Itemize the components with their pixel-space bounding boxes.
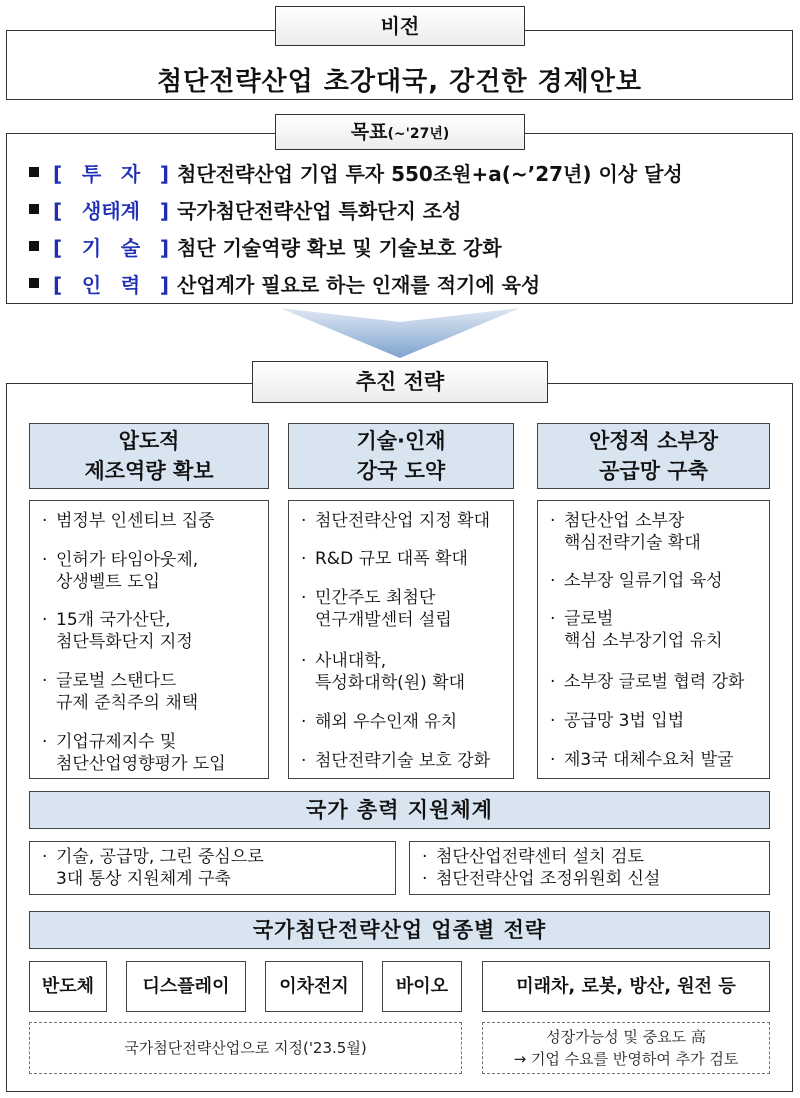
goal-text: 첨단 기술역량 확보 및 기술보호 강화 <box>177 235 502 260</box>
pillar-title-line: 강국 도약 <box>356 459 446 483</box>
bullet-icon: · <box>550 711 556 731</box>
bullet-icon: · <box>550 571 556 591</box>
industry-strategy-header: 국가첨단전략산업 업종별 전략 <box>29 911 770 949</box>
bullet-icon: · <box>550 609 556 629</box>
square-bullet-icon <box>29 204 39 214</box>
industry-candidates: 미래차, 로봇, 방산, 원전 등 <box>482 961 770 1012</box>
vision-statement: 첨단전략산업 초강대국, 강건한 경제안보 <box>156 67 642 97</box>
pillar-list-tech-talent <box>288 500 514 779</box>
pillar-title-line: 압도적 <box>118 429 180 453</box>
vision-label: 비전 <box>275 6 525 46</box>
goals-label-period: (~'27년) <box>387 126 450 142</box>
bullet-icon: · <box>42 511 48 531</box>
support-system-header: 국가 총력 지원체계 <box>29 791 770 829</box>
support-box-left <box>29 841 396 895</box>
pillar-list-supply-chain <box>537 500 770 779</box>
goal-tag: [ 생태계 ] <box>53 198 169 223</box>
bullet-icon: · <box>301 511 307 531</box>
bullet-icon: · <box>301 712 307 732</box>
industry-bio: 바이오 <box>382 961 462 1012</box>
list-item: · 제3국 대체수요처 발굴 <box>550 750 734 770</box>
goal-item-ecosystem <box>29 194 461 224</box>
pillar-title-line: 제조역량 확보 <box>84 459 214 483</box>
goal-tag: [ 투 자 ] <box>53 161 169 186</box>
list-item: · 인허가 타임아웃제, 상생벨트 도입 <box>42 550 199 592</box>
list-item: · 소부장 글로벌 협력 강화 <box>550 672 745 692</box>
list-item: · 민간주도 최첨단 연구개발센터 설립 <box>301 588 452 630</box>
candidate-note <box>482 1022 770 1074</box>
list-item: · 해외 우수인재 유치 <box>301 712 458 732</box>
list-item: · 첨단전략기술 보호 강화 <box>301 751 491 771</box>
bullet-icon: · <box>42 732 48 752</box>
goal-text: 국가첨단전략산업 특화단지 조성 <box>177 198 462 223</box>
pillar-title-line: 기술·인재 <box>356 429 446 453</box>
pillar-title-line: 안정적 소부장 <box>588 429 719 453</box>
pillar-header-manufacturing <box>29 423 269 489</box>
bullet-icon: · <box>301 751 307 771</box>
down-arrow-icon <box>280 308 520 358</box>
designated-note: 국가첨단전략산업으로 지정('23.5월) <box>29 1022 462 1074</box>
list-item: · 첨단산업전략센터 설치 검토 <box>422 847 644 867</box>
list-item: · 글로벌 핵심 소부장기업 유치 <box>550 609 723 651</box>
pillar-title-line: 공급망 구축 <box>599 459 708 483</box>
goals-box <box>6 133 793 304</box>
bullet-icon: · <box>550 672 556 692</box>
support-box-right <box>409 841 770 895</box>
list-item: · 기술, 공급망, 그린 중심으로 3대 통상 지원체계 구축 <box>42 847 264 889</box>
goal-item-talent <box>29 268 540 298</box>
candidate-note-line: → 기업 수요를 반영하여 추가 검토 <box>513 1050 739 1068</box>
square-bullet-icon <box>29 167 39 177</box>
bullet-icon: · <box>422 869 428 889</box>
industry-display: 디스플레이 <box>126 961 246 1012</box>
pillar-list-manufacturing <box>29 500 269 779</box>
list-item: · 범정부 인센티브 집중 <box>42 511 215 531</box>
square-bullet-icon <box>29 278 39 288</box>
goal-text: 산업계가 필요로 하는 인재를 적기에 육성 <box>177 272 541 297</box>
bullet-icon: · <box>301 651 307 671</box>
candidate-note-line: 성장가능성 및 중요도 高 <box>546 1028 706 1046</box>
goal-item-technology <box>29 231 502 261</box>
list-item: · 소부장 일류기업 육성 <box>550 571 723 591</box>
bullet-icon: · <box>42 610 48 630</box>
list-item: · 기업규제지수 및 첨단산업영향평가 도입 <box>42 732 226 774</box>
pillar-header-tech-talent <box>288 423 514 489</box>
goal-item-investment <box>29 157 683 187</box>
list-item: · 첨단산업 소부장 핵심전략기술 확대 <box>550 511 701 553</box>
list-item: · 15개 국가산단, 첨단특화단지 지정 <box>42 610 193 652</box>
goals-label <box>275 114 525 150</box>
list-item: · 첨단전략산업 지정 확대 <box>301 511 491 531</box>
bullet-icon: · <box>42 671 48 691</box>
list-item: · R&D 규모 대폭 확대 <box>301 549 468 569</box>
list-item: · 공급망 3법 입법 <box>550 711 685 731</box>
list-item: · 글로벌 스탠다드 규제 준칙주의 채택 <box>42 671 199 713</box>
goal-tag: [ 인 력 ] <box>53 272 169 297</box>
bullet-icon: · <box>422 847 428 867</box>
bullet-icon: · <box>550 511 556 531</box>
goal-text: 첨단전략산업 기업 투자 550조원+a(~’27년) 이상 달성 <box>177 161 683 186</box>
industry-secondary-battery: 이차전지 <box>265 961 363 1012</box>
bullet-icon: · <box>42 550 48 570</box>
bullet-icon: · <box>42 847 48 867</box>
goals-label-text: 목표 <box>350 121 388 143</box>
bullet-icon: · <box>301 588 307 608</box>
bullet-icon: · <box>550 750 556 770</box>
bullet-icon: · <box>301 549 307 569</box>
strategy-label: 추진 전략 <box>252 361 548 403</box>
square-bullet-icon <box>29 241 39 251</box>
goal-tag: [ 기 술 ] <box>53 235 169 260</box>
list-item: · 사내대학, 특성화대학(원) 확대 <box>301 651 466 693</box>
industry-semiconductor: 반도체 <box>29 961 107 1012</box>
list-item: · 첨단전략산업 조정위원회 신설 <box>422 869 661 889</box>
pillar-header-supply-chain <box>537 423 770 489</box>
